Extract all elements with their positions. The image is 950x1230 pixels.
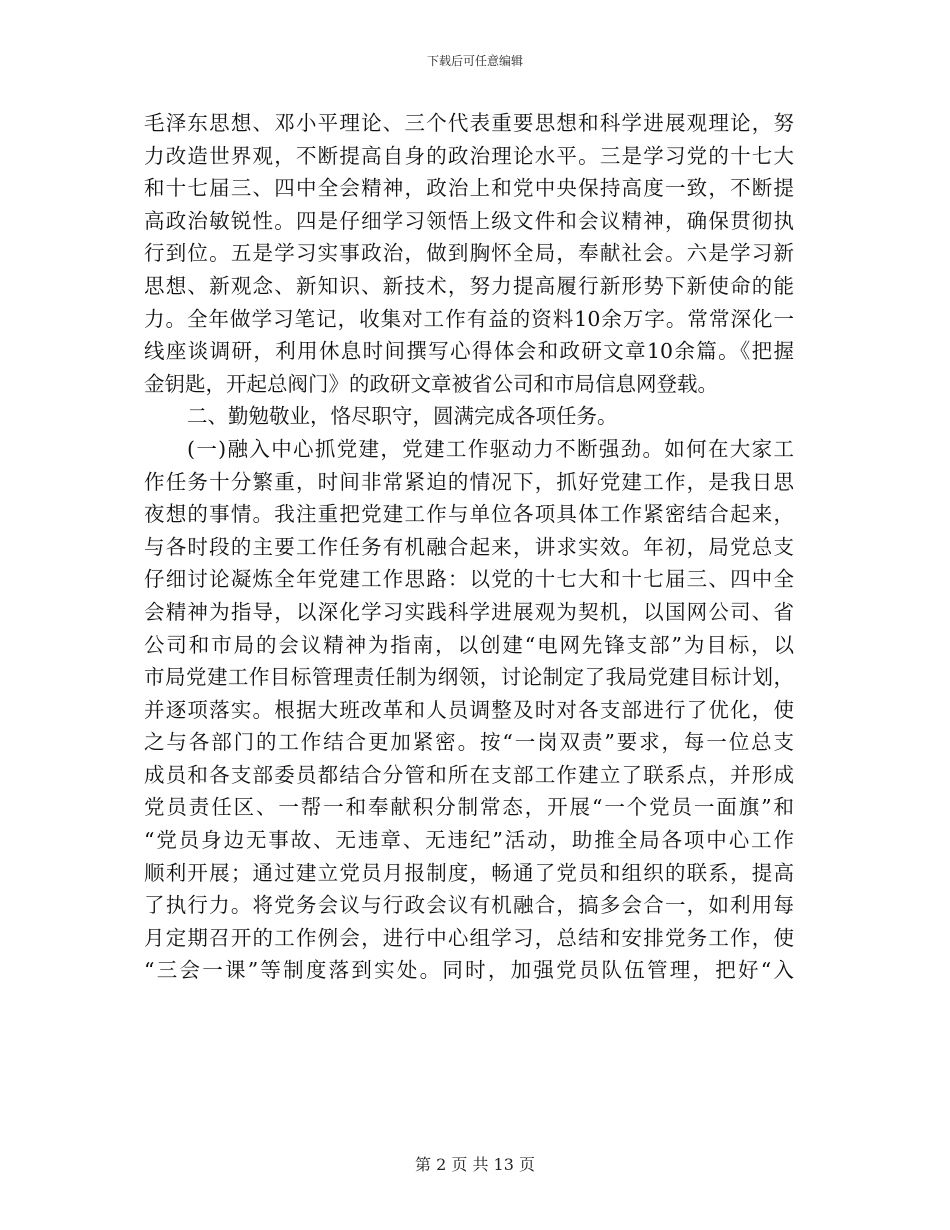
text-line: “党员身边无事故、无违章、无违纪”活动，助推全局各项中心工作: [144, 828, 794, 853]
text-line: 党员责任区、一帮一和奉献积分制常态，开展“一个党员一面旗”和: [144, 795, 794, 820]
text-line: 力。全年做学习笔记，收集对工作有益的资料10余万字。常常深化一: [144, 306, 794, 331]
text-line: 仔细讨论凝炼全年党建工作思路：以党的十七大和十七届三、四中全: [144, 567, 794, 592]
text-line: (一)融入中心抓党建，党建工作驱动力不断强劲。如何在大家工: [187, 436, 794, 461]
text-line: 力改造世界观，不断提高自身的政治理论水平。三是学习党的十七大: [144, 143, 794, 168]
text-line: 金钥匙，开起总阀门》的政研文章被省公司和市局信息网登载。: [144, 371, 718, 396]
text-line: 和十七届三、四中全会精神，政治上和党中央保持高度一致，不断提: [144, 176, 794, 201]
text-line: 市局党建工作目标管理责任制为纲领，讨论制定了我局党建目标计划，: [144, 665, 794, 690]
text-line: 行到位。五是学习实事政治，做到胸怀全局，奉献社会。六是学习新: [144, 241, 794, 266]
text-line: 线座谈调研，利用休息时间撰写心得体会和政研文章10余篇。《把握: [144, 339, 794, 364]
text-line: 月定期召开的工作例会，进行中心组学习，总结和安排党务工作，使: [144, 925, 794, 950]
text-line: 思想、新观念、新知识、新技术，努力提高履行新形势下新使命的能: [144, 273, 794, 298]
text-line: 高政治敏锐性。四是仔细学习领悟上级文件和会议精神，确保贯彻执: [144, 208, 794, 233]
text-line: 会精神为指导，以深化学习实践科学进展观为契机，以国网公司、省: [144, 599, 794, 624]
text-line: 了执行力。将党务会议与行政会议有机融合，搞多会合一，如利用每: [144, 893, 794, 918]
text-line: 成员和各支部委员都结合分管和所在支部工作建立了联系点，并形成: [144, 762, 794, 787]
page-number-footer: 第 2 页 共 13 页: [415, 1155, 535, 1174]
text-line: 作任务十分繁重，时间非常紧迫的情况下，抓好党建工作，是我日思: [144, 469, 794, 494]
text-line: 顺利开展；通过建立党员月报制度，畅通了党员和组织的联系，提高: [144, 860, 794, 885]
document-body: [144, 107, 794, 987]
section-heading: 二、勤勉敬业，恪尽职守，圆满完成各项任务。: [187, 404, 618, 429]
text-line: 毛泽东思想、邓小平理论、三个代表重要思想和科学进展观理论，努: [144, 111, 794, 135]
text-line: 公司和市局的会议精神为指南，以创建“电网先锋支部”为目标，以: [144, 632, 794, 657]
text-line: 并逐项落实。根据大班改革和人员调整及时对各支部进行了优化，使: [144, 697, 794, 722]
text-line: 夜想的事情。我注重把党建工作与单位各项具体工作紧密结合起来，: [144, 502, 794, 527]
text-line: 与各时段的主要工作任务有机融合起来，讲求实效。年初，局党总支: [144, 534, 794, 559]
page-header: 下载后可任意编辑: [426, 54, 523, 68]
text-line: “三会一课”等制度落到实处。同时，加强党员队伍管理，把好“入: [144, 958, 794, 983]
text-line: 之与各部门的工作结合更加紧密。按“一岗双责”要求，每一位总支: [144, 730, 794, 755]
